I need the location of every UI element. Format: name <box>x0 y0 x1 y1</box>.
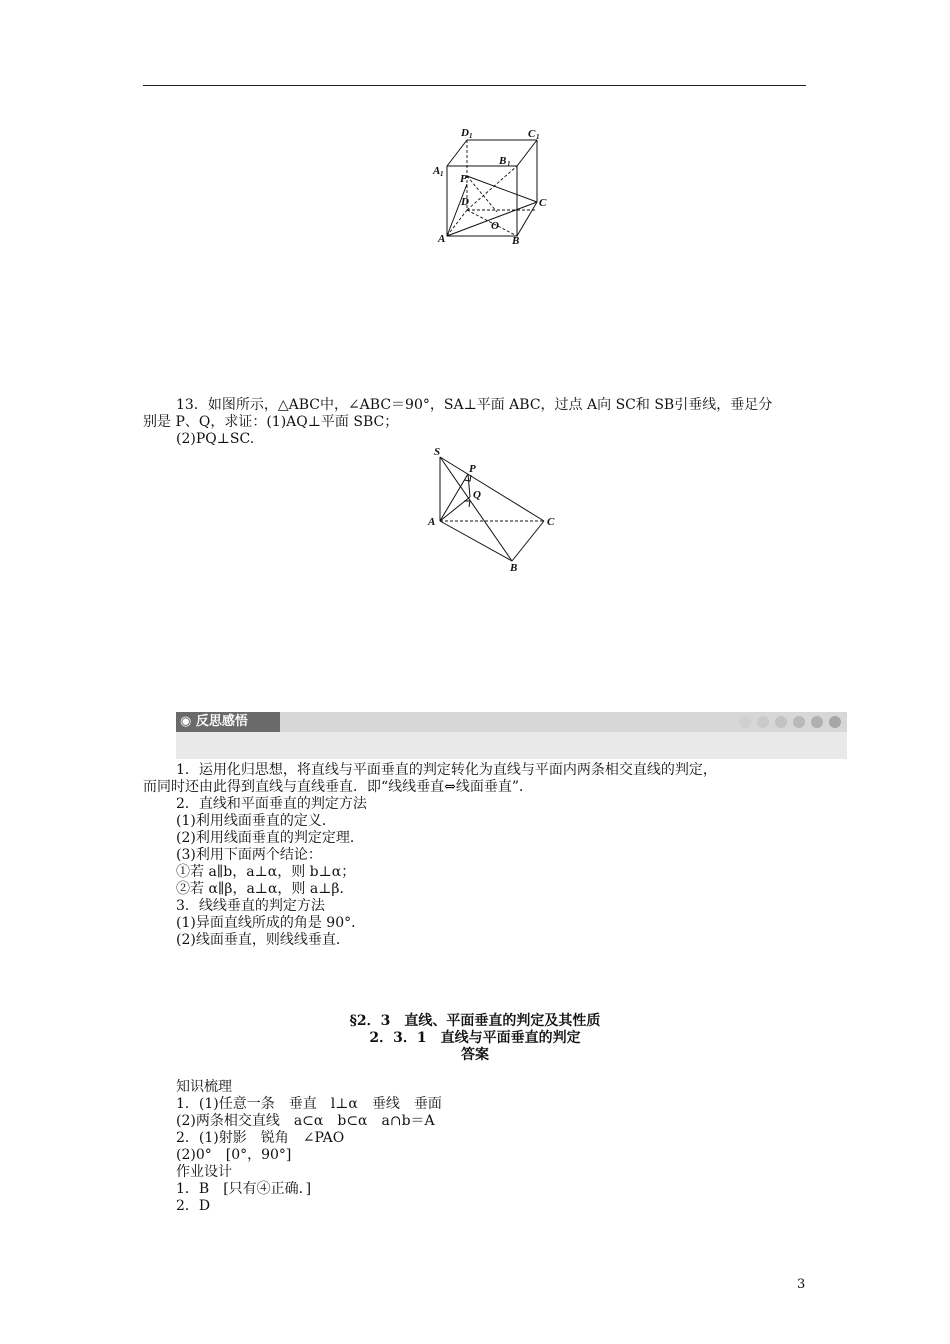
label-B1: B <box>499 155 507 167</box>
subsection-heading: 2．3．1 直线与平面垂直的判定 <box>369 1030 581 1046</box>
reflection-line: 2．直线和平面垂直的判定方法 <box>176 796 367 812</box>
reflection-banner <box>176 712 847 759</box>
answer-line: 2．D <box>176 1198 211 1214</box>
banner-dots <box>739 716 841 728</box>
dot-icon <box>739 716 751 728</box>
label-D: D <box>461 196 469 208</box>
reflection-line: (3)利用下面两个结论： <box>176 847 322 863</box>
answer-line: 1．B [只有④正确．] <box>176 1181 312 1197</box>
reflection-line: 1．运用化归思想，将直线与平面垂直的判定转化为直线与平面内两条相交直线的判定， <box>176 762 717 778</box>
answer-line: (2)两条相交直线 a⊂α b⊂α a∩b＝A <box>176 1113 435 1129</box>
label-A1-sub: 1 <box>440 170 444 178</box>
label-P: P <box>460 173 467 185</box>
answer-line: 1．(1)任意一条 垂直 l⊥α 垂线 垂面 <box>176 1096 442 1112</box>
reflection-line: ①若 a∥b，a⊥α，则 b⊥α； <box>176 864 356 880</box>
label-D1-sub: 1 <box>469 132 473 140</box>
label-P: P <box>469 463 476 475</box>
reflection-line: (1)利用线面垂直的定义． <box>176 813 336 829</box>
section-heading: §2．3 直线、平面垂直的判定及其性质 <box>349 1013 601 1029</box>
label-B: B <box>510 562 518 573</box>
reflection-line: 而同时还由此得到直线与直线垂直．即“线线垂直⇔线面垂直”． <box>143 779 534 795</box>
label-B1-sub: 1 <box>507 160 511 168</box>
reflection-line: 3．线线垂直的判定方法 <box>176 898 325 914</box>
answer-line: (2)0° [0°，90°] <box>176 1147 292 1163</box>
reflection-line: (1)异面直线所成的角是 90°． <box>176 915 366 931</box>
label-A: A <box>428 516 436 528</box>
label-A: A <box>438 233 446 245</box>
label-C: C <box>547 516 555 528</box>
answer-line: 2．(1)射影 锐角 ∠PAO <box>176 1130 345 1146</box>
label-Q: Q <box>473 489 481 501</box>
label-B: B <box>512 235 520 246</box>
dot-icon <box>793 716 805 728</box>
label-C1-sub: 1 <box>536 133 540 141</box>
dot-icon <box>775 716 787 728</box>
header-rule <box>143 85 806 86</box>
reflection-line: (2)线面垂直，则线线垂直． <box>176 932 350 948</box>
answers-heading: 答案 <box>461 1047 489 1063</box>
cube-figure <box>428 124 554 246</box>
dot-icon <box>811 716 823 728</box>
label-C1: C <box>528 128 536 140</box>
problem13-line2: 别是 P、Q，求证：(1)AQ⊥平面 SBC； <box>143 414 399 430</box>
tetrahedron-figure <box>424 443 564 573</box>
problem13-line1: 13．如图所示，△ABC中，∠ABC＝90°，SA⊥平面 ABC，过点 A向 SC和 SB引垂线，垂足分 <box>176 397 773 413</box>
problem13-line3: (2)PQ⊥SC. <box>176 431 255 447</box>
label-A1: A <box>433 165 441 177</box>
label-O: O <box>491 220 499 232</box>
dot-icon <box>829 716 841 728</box>
reflection-title: ◉ 反思感悟 <box>176 712 280 732</box>
answer-line: 作业设计 <box>176 1164 232 1180</box>
dot-icon <box>757 716 769 728</box>
page-number: 3 <box>797 1277 806 1292</box>
label-D1: D <box>461 127 469 139</box>
label-S: S <box>434 446 441 458</box>
label-C: C <box>539 197 547 209</box>
answer-line: 知识梳理 <box>176 1079 232 1095</box>
reflection-line: ②若 α∥β，a⊥α，则 a⊥β． <box>176 881 354 897</box>
reflection-line: (2)利用线面垂直的判定定理． <box>176 830 364 846</box>
